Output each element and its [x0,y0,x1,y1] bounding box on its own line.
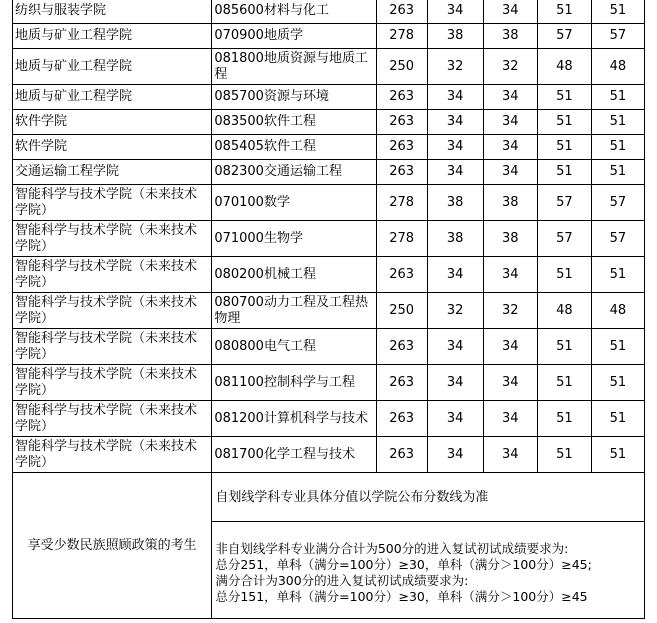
total-score-cell: 278 [376,221,427,257]
major-cell: 071000生物学 [212,221,376,257]
major-cell: 082300交通运输工程 [212,160,376,185]
subject-score-cell: 51 [591,85,644,110]
subject-score-cell: 34 [427,437,483,473]
subject-score-cell: 34 [427,85,483,110]
table-row [13,437,645,473]
table-row [13,49,645,85]
policy-line: 总分251，单科（满分=100分）≥30，单科（满分＞100分）≥45; [215,557,592,572]
subject-score-cell: 51 [537,257,591,293]
score-table-body [13,0,645,473]
subject-score-cell: 34 [483,110,537,135]
subject-score-cell: 51 [537,110,591,135]
total-score-cell: 250 [376,49,427,85]
college-cell: 软件学院 [13,110,212,135]
subject-score-cell: 48 [591,293,644,329]
table-row [13,85,645,110]
total-score-cell: 278 [376,24,427,49]
subject-score-cell: 51 [537,0,591,24]
college-cell: 交通运输工程学院 [13,160,212,185]
score-table [12,0,645,619]
subject-score-cell: 38 [483,185,537,221]
table-row [13,329,645,365]
total-score-cell: 263 [376,160,427,185]
subject-score-cell: 57 [537,221,591,257]
college-cell: 智能科学与技术学院（未来技术学院） [13,365,212,401]
college-cell: 软件学院 [13,135,212,160]
subject-score-cell: 51 [591,110,644,135]
subject-score-cell: 34 [483,257,537,293]
subject-score-cell: 57 [591,221,644,257]
subject-score-cell: 51 [591,437,644,473]
subject-score-cell: 34 [483,401,537,437]
subject-score-cell: 34 [483,85,537,110]
policy-content [212,473,645,619]
subject-score-cell: 57 [537,24,591,49]
subject-score-cell: 57 [591,24,644,49]
subject-score-cell: 51 [537,365,591,401]
college-cell: 地质与矿业工程学院 [13,24,212,49]
college-cell: 智能科学与技术学院（未来技术学院） [13,221,212,257]
subject-score-cell: 51 [591,329,644,365]
subject-score-cell: 48 [591,49,644,85]
subject-score-cell: 51 [591,0,644,24]
total-score-cell: 250 [376,293,427,329]
subject-score-cell: 34 [483,437,537,473]
major-cell: 085600材料与化工 [212,0,376,24]
total-score-cell: 263 [376,135,427,160]
table-row [13,0,645,24]
college-cell: 智能科学与技术学院（未来技术学院） [13,293,212,329]
subject-score-cell: 34 [427,110,483,135]
subject-score-cell: 34 [427,329,483,365]
table-row [13,365,645,401]
subject-score-cell: 51 [591,135,644,160]
table-row [13,160,645,185]
subject-score-cell: 38 [427,24,483,49]
total-score-cell: 263 [376,329,427,365]
table-row [13,257,645,293]
subject-score-cell: 51 [537,160,591,185]
subject-score-cell: 51 [537,437,591,473]
table-row [13,185,645,221]
subject-score-cell: 32 [427,49,483,85]
major-cell: 085700资源与环境 [212,85,376,110]
subject-score-cell: 32 [483,49,537,85]
major-cell: 070900地质学 [212,24,376,49]
table-row [13,293,645,329]
subject-score-cell: 51 [537,401,591,437]
college-cell: 纺织与服装学院 [13,0,212,24]
subject-score-cell: 48 [537,49,591,85]
policy-row [13,473,645,619]
total-score-cell: 263 [376,110,427,135]
subject-score-cell: 34 [483,365,537,401]
major-cell: 081100控制科学与工程 [212,365,376,401]
table-row [13,24,645,49]
total-score-cell: 263 [376,0,427,24]
college-cell: 智能科学与技术学院（未来技术学院） [13,401,212,437]
total-score-cell: 263 [376,401,427,437]
subject-score-cell: 38 [427,185,483,221]
college-cell: 地质与矿业工程学院 [13,49,212,85]
table-row [13,221,645,257]
subject-score-cell: 51 [537,135,591,160]
major-cell: 080800电气工程 [212,329,376,365]
subject-score-cell: 51 [591,401,644,437]
major-cell: 081800地质资源与地质工程 [212,49,376,85]
subject-score-cell: 38 [483,24,537,49]
table-row [13,135,645,160]
total-score-cell: 263 [376,257,427,293]
subject-score-cell: 57 [537,185,591,221]
policy-label: 享受少数民族照顾政策的考生 [13,473,212,619]
subject-score-cell: 57 [591,185,644,221]
subject-score-cell: 34 [427,401,483,437]
subject-score-cell: 51 [537,329,591,365]
subject-score-cell: 38 [483,221,537,257]
subject-score-cell: 34 [483,160,537,185]
policy-requirements [212,522,644,605]
policy-line: 总分151，单科（满分=100分）≥30，单科（满分＞100分）≥45 [215,589,588,604]
major-cell: 085405软件工程 [212,135,376,160]
college-cell: 智能科学与技术学院（未来技术学院） [13,437,212,473]
subject-score-cell: 51 [537,85,591,110]
subject-score-cell: 34 [427,365,483,401]
policy-line: 满分合计为300分的进入复试初试成绩要求为: [215,573,469,588]
subject-score-cell: 34 [427,135,483,160]
subject-score-cell: 34 [427,160,483,185]
subject-score-cell: 51 [591,365,644,401]
subject-score-cell: 32 [483,293,537,329]
college-cell: 智能科学与技术学院（未来技术学院） [13,185,212,221]
total-score-cell: 263 [376,85,427,110]
table-row [13,110,645,135]
major-cell: 080700动力工程及工程热物理 [212,293,376,329]
major-cell: 080200机械工程 [212,257,376,293]
college-cell: 智能科学与技术学院（未来技术学院） [13,257,212,293]
subject-score-cell: 34 [483,329,537,365]
policy-line: 非自划线学科专业满分合计为500分的进入复试初试成绩要求为: [215,541,569,556]
subject-score-cell: 51 [591,257,644,293]
major-cell: 081700化学工程与技术 [212,437,376,473]
policy-self-line-note: 自划线学科专业具体分值以学院公布分数线为准 [212,473,644,522]
major-cell: 083500软件工程 [212,110,376,135]
college-cell: 地质与矿业工程学院 [13,85,212,110]
subject-score-cell: 34 [427,257,483,293]
total-score-cell: 263 [376,437,427,473]
major-cell: 070100数学 [212,185,376,221]
subject-score-cell: 34 [483,0,537,24]
college-cell: 智能科学与技术学院（未来技术学院） [13,329,212,365]
major-cell: 081200计算机科学与技术 [212,401,376,437]
total-score-cell: 278 [376,185,427,221]
table-row [13,401,645,437]
subject-score-cell: 38 [427,221,483,257]
subject-score-cell: 51 [591,160,644,185]
subject-score-cell: 34 [427,0,483,24]
subject-score-cell: 32 [427,293,483,329]
subject-score-cell: 34 [483,135,537,160]
subject-score-cell: 48 [537,293,591,329]
total-score-cell: 263 [376,365,427,401]
